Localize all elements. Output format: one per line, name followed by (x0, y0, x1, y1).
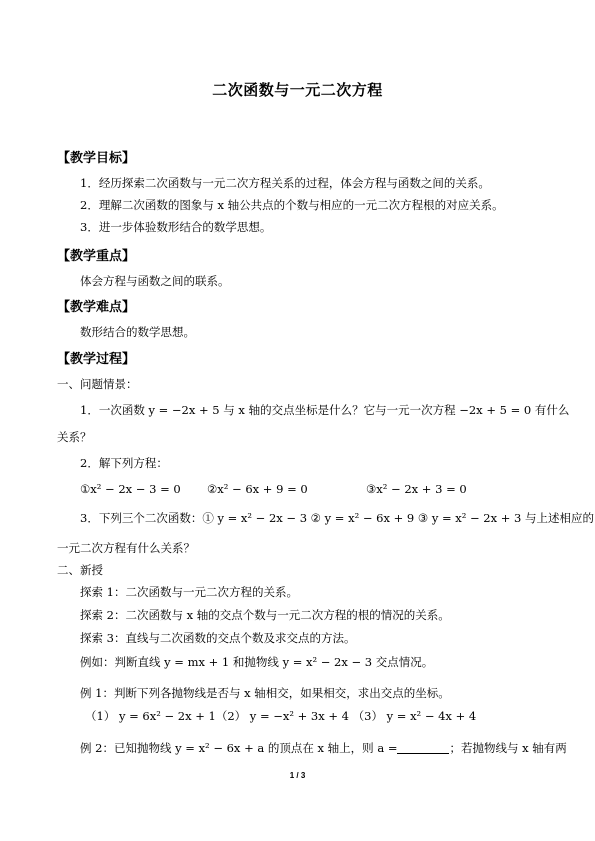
example-2 (80, 741, 567, 755)
page-title: 二次函数与一元二次方程 (212, 81, 383, 99)
goal-item-3: 3．进一步体验数形结合的数学思想。 (80, 220, 272, 234)
question-3-line-2: 一元二次方程有什么关系？ (57, 541, 195, 555)
example-1-title: 例 1：判断下列各抛物线是否与 x 轴相交，如果相交，求出交点的坐标。 (80, 686, 450, 700)
section-heading-process: 【教学过程】 (57, 352, 136, 367)
page-number: 1 / 3 (289, 771, 306, 780)
example-2-before: 例 2：已知抛物线 y = x² − 6x + a 的顶点在 x 轴上，则 a = (80, 741, 398, 755)
question-3-line-1: 3．下列三个二次函数：① y = x² − 2x − 3 ② y = x² − 6x + 9 ③ y = x² − 2x + 3 与上述相应的 (80, 511, 595, 525)
equation-3: ③x² − 2x + 3 = 0 (366, 482, 467, 496)
section-heading-goals: 【教学目标】 (57, 151, 136, 166)
question-1-line-1: 1．一次函数 y = −2x + 5 与 x 轴的交点坐标是什么？它与一元一次方程 −2x + 5 = 0 有什么 (80, 403, 570, 417)
explore-2: 探索 2：二次函数与 x 轴的交点个数与一元二次方程的根的情况的关系。 (80, 608, 450, 622)
question-1-line-2: 关系？ (57, 430, 92, 444)
section-heading-difficulty: 【教学难点】 (57, 300, 136, 315)
equation-1: ①x² − 2x − 3 = 0 (80, 482, 181, 496)
part2-title: 二、新授 (57, 563, 103, 577)
question-2-title: 2．解下列方程： (80, 456, 168, 470)
equation-2: ②x² − 6x + 9 = 0 (207, 482, 308, 496)
example-1-items: （1） y = 6x² − 2x + 1（2） y = −x² + 3x + 4 （3） y = x² − 4x + 4 (85, 709, 477, 723)
key-point-text: 体会方程与函数之间的联系。 (80, 274, 230, 288)
explore-1: 探索 1：二次函数与一元二次方程的关系。 (80, 585, 298, 599)
explore-3: 探索 3：直线与二次函数的交点个数及求交点的方法。 (80, 631, 356, 645)
difficulty-text: 数形结合的数学思想。 (80, 325, 195, 339)
goal-item-2: 2．理解二次函数的图象与 x 轴公共点的个数与相应的一元二次方程根的对应关系。 (80, 198, 504, 212)
section-heading-key-point: 【教学重点】 (57, 249, 136, 264)
example-0: 例如：判断直线 y = mx + 1 和抛物线 y = x² − 2x − 3 交点情况。 (80, 655, 434, 669)
answer-blank (397, 742, 449, 754)
part1-title: 一、问题情景： (57, 377, 138, 391)
example-2-after: ；若抛物线与 x 轴有两 (449, 741, 567, 755)
goal-item-1: 1．经历探索二次函数与一元二次方程关系的过程，体会方程与函数之间的关系。 (80, 176, 490, 190)
